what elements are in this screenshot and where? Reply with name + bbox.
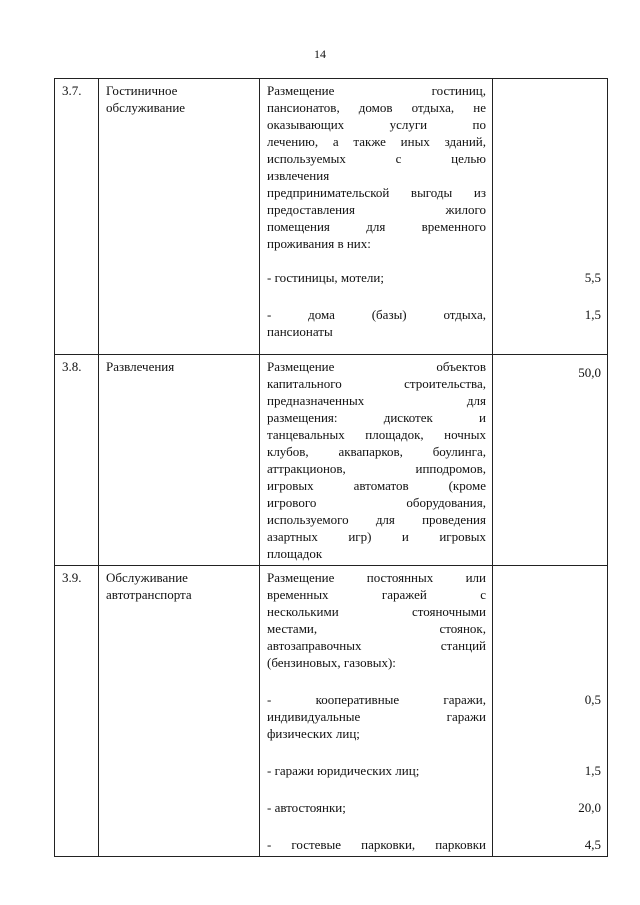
desc-line: несколькими стояночными — [267, 604, 486, 619]
desc-line: предназначенных для — [267, 393, 486, 408]
desc-line: (бензиновых, газовых): — [267, 655, 396, 670]
desc-line: используемого для проведения — [267, 512, 486, 527]
desc-line: Размещение объектов — [267, 359, 486, 374]
desc-line: предпринимательской выгоды из — [267, 185, 486, 200]
item-line: - гостиницы, мотели; — [267, 270, 384, 285]
value-cell: 50,0 — [578, 365, 601, 380]
desc-line: временных гаражей с — [267, 587, 486, 602]
item-line: физических лиц; — [267, 726, 360, 741]
row-code: 3.8. — [55, 355, 99, 566]
table-row-3-7 — [55, 79, 608, 355]
row-description — [260, 566, 493, 857]
desc-line: капитального строительства, — [267, 376, 486, 391]
row-values — [493, 355, 608, 566]
row-name-line: автотранспорта — [106, 587, 192, 602]
desc-line: автозаправочных станций — [267, 638, 486, 653]
value-cell: 0,5 — [584, 692, 601, 707]
row-name — [99, 355, 260, 566]
desc-line: оказывающих услуги по — [267, 117, 486, 132]
desc-line: игрового оборудования, — [267, 495, 486, 510]
item-line: - кооперативные гаражи, — [267, 692, 486, 707]
page-number: 14 — [314, 47, 326, 61]
desc-line: размещения: дискотек и — [267, 410, 486, 425]
value-cell: 5,5 — [584, 270, 601, 285]
desc-line: клубов, аквапарков, боулинга, — [267, 444, 486, 459]
desc-line: пансионатов, домов отдыха, не — [267, 100, 486, 115]
desc-line: игровых автоматов (кроме — [267, 478, 486, 493]
item-line: пансионаты — [267, 324, 333, 339]
desc-line: азартных игр) и игровых — [267, 529, 486, 544]
value-cell: 1,5 — [584, 307, 601, 322]
item-line: индивидуальные гаражи — [267, 709, 486, 724]
desc-line: площадок — [267, 546, 323, 561]
row-name-line: обслуживание — [106, 100, 186, 115]
row-values — [493, 566, 608, 857]
desc-line: танцевальных площадок, ночных — [267, 427, 486, 442]
desc-line: проживания в них: — [267, 236, 371, 251]
value-cell: 20,0 — [578, 800, 601, 815]
table-row-3-8 — [55, 355, 608, 566]
item-line: - гостевые парковки, парковки — [267, 837, 486, 852]
row-name — [99, 566, 260, 857]
desc-line: Размещение постоянных или — [267, 570, 486, 585]
desc-line: местами, стоянок, — [267, 621, 486, 636]
desc-line: помещения для временного — [267, 219, 486, 234]
land-use-table — [54, 78, 608, 857]
desc-line: предоставления жилого — [267, 202, 486, 217]
row-name-line: Обслуживание — [106, 570, 188, 585]
row-description — [260, 355, 493, 566]
value-cell: 1,5 — [584, 763, 601, 778]
row-description — [260, 79, 493, 355]
desc-line: извлечения — [267, 168, 330, 183]
row-name-line: Гостиничное — [106, 83, 178, 98]
row-name-line: Развлечения — [106, 359, 175, 374]
row-values — [493, 79, 608, 355]
item-line: - гаражи юридических лиц; — [267, 763, 420, 778]
desc-line: Размещение гостиниц, — [267, 83, 486, 98]
desc-line: используемых с целью — [267, 151, 486, 166]
table-row-3-9 — [55, 566, 608, 857]
desc-line: лечению, а также иных зданий, — [267, 134, 486, 149]
item-line: - автостоянки; — [267, 800, 346, 815]
value-cell: 4,5 — [584, 837, 601, 852]
row-name — [99, 79, 260, 355]
row-code: 3.9. — [55, 566, 99, 857]
desc-line: аттракционов, ипподромов, — [267, 461, 486, 476]
row-code: 3.7. — [55, 79, 99, 355]
item-line: - дома (базы) отдыха, — [267, 307, 486, 322]
